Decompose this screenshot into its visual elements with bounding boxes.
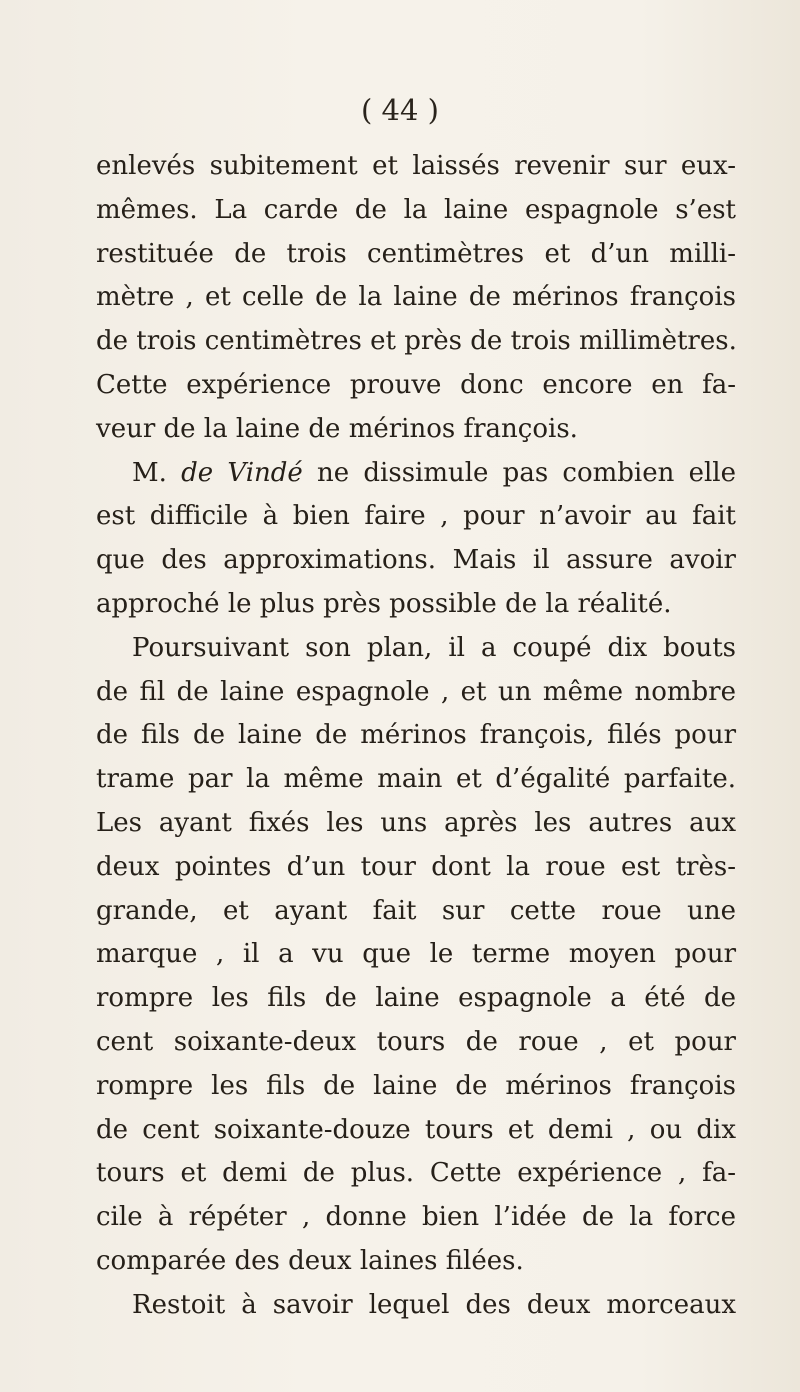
italic-name: de Vindé	[181, 457, 303, 488]
text-line: veur de la laine de mérinos françois.	[96, 413, 578, 444]
page-number: ( 44 )	[361, 93, 439, 127]
text-line: mètre , et celle de la laine de mérinos françois	[96, 282, 736, 313]
text-line: Cette expérience prouve donc encore en fa-	[96, 369, 736, 400]
text-line: est difficile à bien faire , pour n’avoir au fait	[96, 501, 736, 532]
text-line: de cent soixante-douze tours et demi , ou dix	[96, 1114, 736, 1145]
text-line: rompre les fils de laine espagnole a été de	[96, 983, 736, 1014]
text-line: de fils de laine de mérinos françois, filés pour	[96, 720, 736, 751]
text-line: de trois centimètres et près de trois millimètres.	[96, 326, 737, 357]
text-line: Restoit à savoir lequel des deux morceaux	[132, 1289, 736, 1320]
text-line: de fil de laine espagnole , et un même nombre	[96, 676, 736, 707]
text-line: restituée de trois centimètres et d’un milli-	[96, 238, 736, 269]
text-fragment: M.	[132, 457, 182, 488]
text-line: cile à répéter , donne bien l’idée de la force	[96, 1202, 736, 1233]
text-line: Poursuivant son plan, il a coupé dix bouts	[132, 632, 736, 663]
text-line: que des approximations. Mais il assure avoir	[96, 545, 736, 576]
text-line: Les ayant fixés les uns après les autres aux	[96, 807, 736, 838]
text-line: deux pointes d’un tour dont la roue est très-	[96, 851, 736, 882]
text-line: mêmes. La carde de la laine espagnole s’est	[96, 194, 736, 225]
text-line: trame par la même main et d’égalité parfaite.	[96, 764, 736, 795]
text-line: tours et demi de plus. Cette expérience , fa-	[96, 1158, 736, 1189]
text-line: grande, et ayant fait sur cette roue une	[96, 895, 736, 926]
text-fragment: ne dissimule pas combien elle	[302, 457, 736, 488]
text-line	[96, 452, 736, 496]
text-line: enlevés subitement et laissés revenir sur eux-	[96, 151, 736, 181]
text-line: comparée des deux laines filées.	[96, 1245, 524, 1276]
text-line: approché le plus près possible de la réalité.	[96, 588, 672, 619]
text-line: rompre les fils de laine de mérinos françois	[96, 1070, 736, 1101]
text-line: cent soixante-deux tours de roue , et pour	[96, 1026, 736, 1057]
body-text	[96, 145, 736, 1328]
text-line: marque , il a vu que le terme moyen pour	[96, 939, 736, 970]
